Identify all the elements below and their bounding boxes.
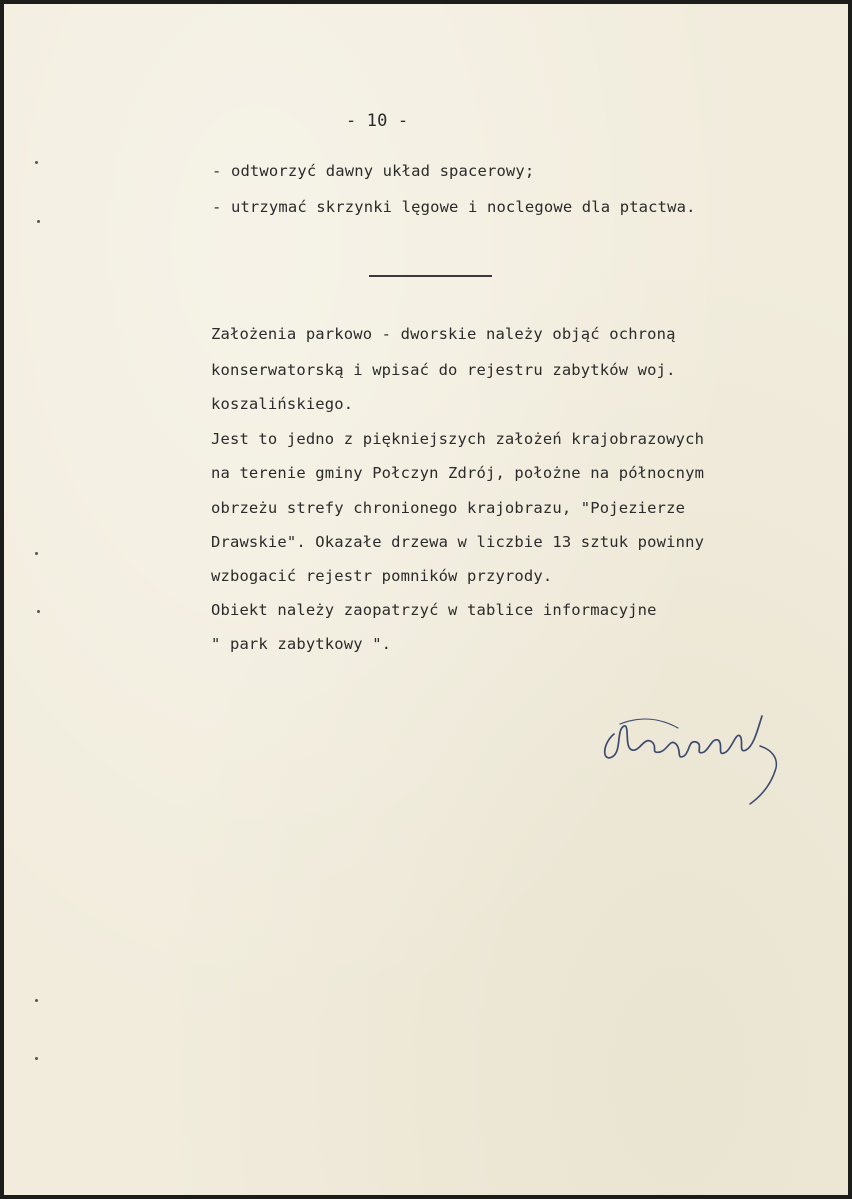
margin-dot bbox=[35, 552, 38, 555]
margin-dot bbox=[35, 999, 38, 1002]
paragraph-line: Obiekt należy zaopatrzyć w tablice informacyjne bbox=[211, 601, 657, 619]
paragraph-line: obrzeżu strefy chronionego krajobrazu, "Pojezierze bbox=[211, 499, 686, 517]
handwritten-signature bbox=[600, 710, 790, 810]
paragraph-line: koszalińskiego. bbox=[211, 395, 354, 413]
margin-dot bbox=[35, 1057, 38, 1060]
paragraph-line: " park zabytkowy ". bbox=[211, 635, 392, 653]
paragraph-line: Założenia parkowo - dworskie należy objąć ochroną bbox=[211, 325, 676, 343]
paragraph-line: Drawskie". Okazałe drzewa w liczbie 13 sztuk powinny bbox=[211, 533, 705, 551]
paragraph-line: na terenie gminy Połczyn Zdrój, położne na północnym bbox=[211, 464, 705, 482]
separator-line bbox=[369, 275, 492, 277]
paragraph-line: konserwatorską i wpisać do rejestru zabytków woj. bbox=[211, 361, 676, 379]
margin-dot bbox=[35, 161, 38, 164]
bullet-line: - utrzymać skrzynki lęgowe i noclegowe dla ptactwa. bbox=[212, 198, 696, 216]
bullet-line: - odtworzyć dawny układ spacerowy; bbox=[212, 162, 535, 180]
paragraph-line: wzbogacić rejestr pomników przyrody. bbox=[211, 567, 553, 585]
document-page bbox=[4, 4, 848, 1195]
paragraph-line: Jest to jedno z piękniejszych założeń krajobrazowych bbox=[211, 430, 705, 448]
page-number: - 10 - bbox=[346, 111, 409, 131]
margin-dot bbox=[37, 610, 40, 613]
margin-dot bbox=[37, 220, 40, 223]
